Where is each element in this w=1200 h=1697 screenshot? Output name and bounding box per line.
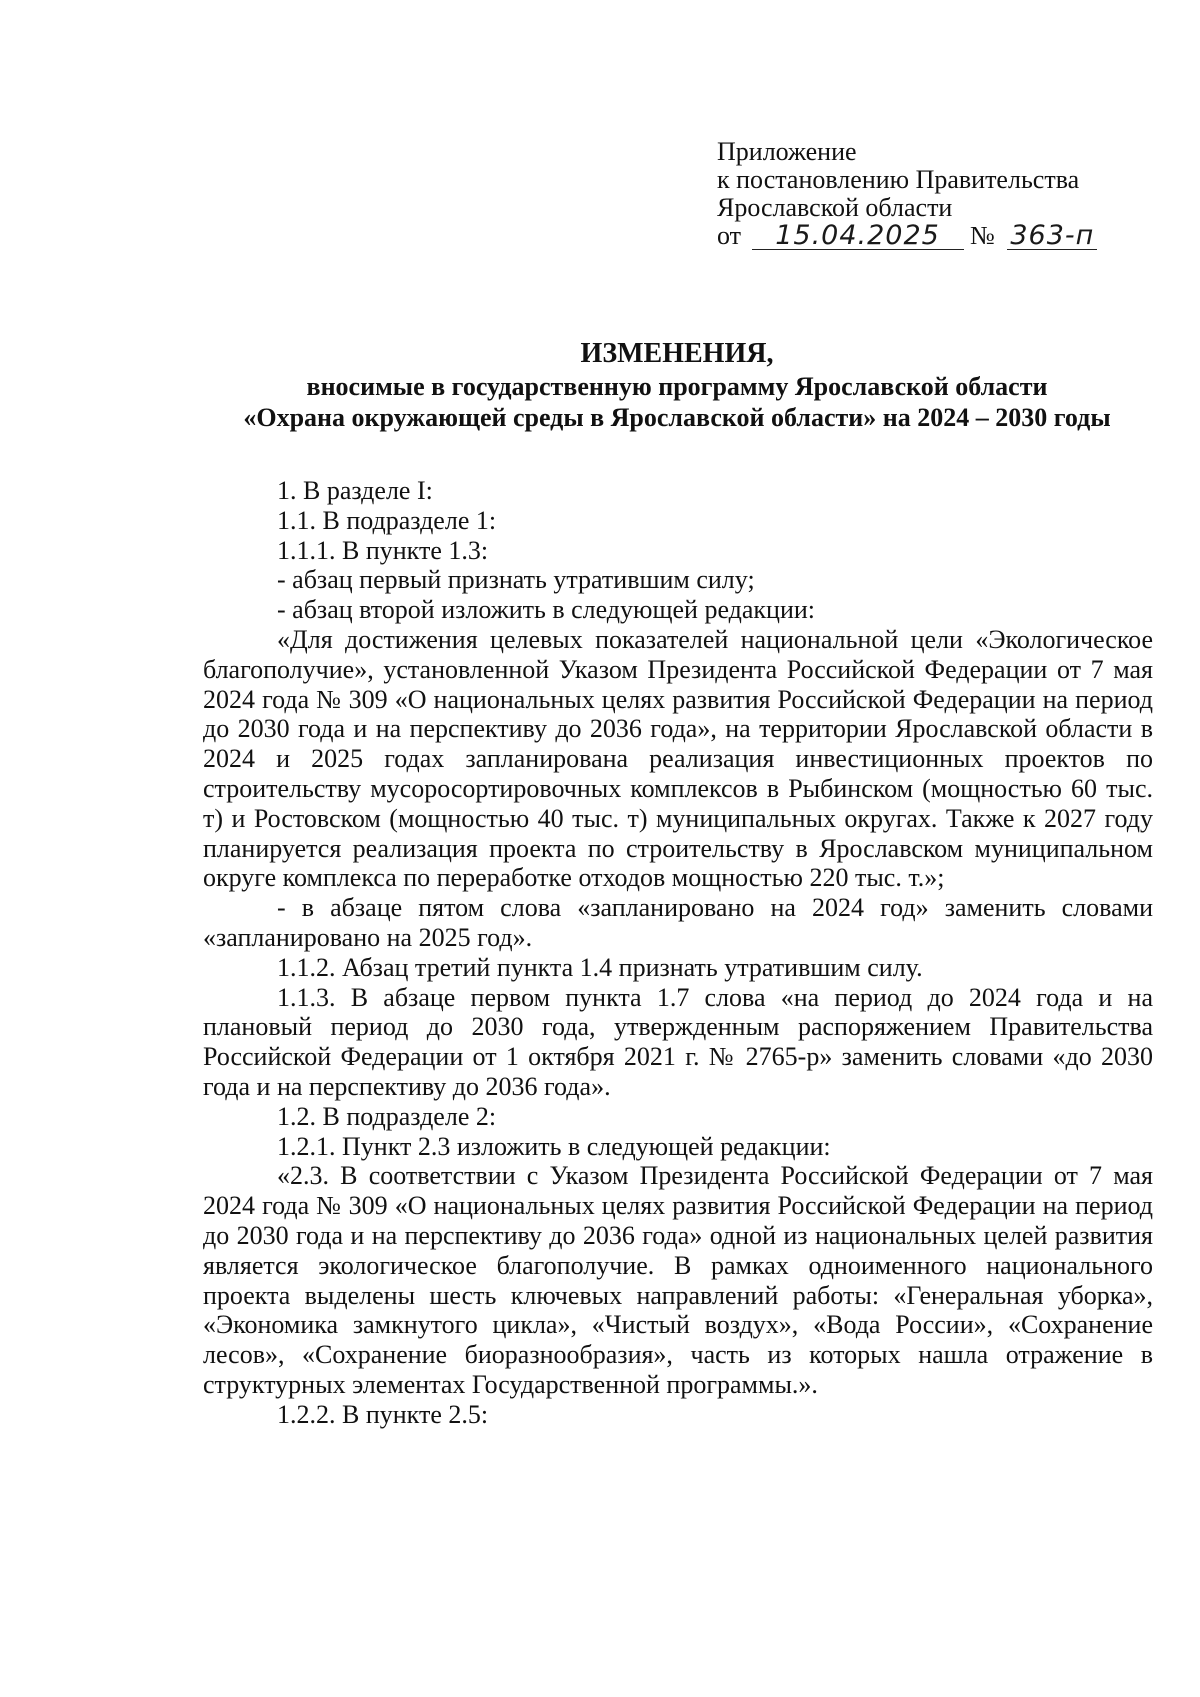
- title-main: ИЗМЕНЕНИЯ,: [580, 338, 774, 369]
- paragraph-item-1-1-2: 1.1.2. Абзац третий пункта 1.4 признать утратившим силу.: [277, 952, 923, 982]
- paragraph-list-item: - в абзаце пятом слова «запланировано на 2024 год» заменить словами «запланировано на 2025 год».: [203, 893, 1153, 952]
- paragraph-list-item: - абзац второй изложить в следующей редакции:: [277, 595, 816, 625]
- title-subtitle-line-1: вносимые в государственную программу Ярославской области: [306, 372, 1048, 401]
- appendix-header: [717, 138, 1117, 250]
- date-prefix: от: [717, 221, 742, 250]
- title-subtitle-line-2: «Охрана окружающей среды в Ярославской области» на 2024 – 2030 годы: [243, 403, 1111, 432]
- paragraph-quoted-text: «2.3. В соответствии с Указом Президента Российской Федерации от 7 мая 2024 года № 309 «О национальных целях развития Российской Федерации на период до 2030 года и на перспективу до 2036 года» одной из национальных целей развития является экологическое благополучие. В рамках одноименного национального проекта выделены шесть ключевых направлений работы: «Генеральная уборка», «Экономика замкнутого цикла», «Чистый воздух», «Вода России», «Сохранение лесов», «Сохранение биоразнообразия», часть из которых нашла отражение в структурных элементах Государственной программы.».: [203, 1161, 1153, 1399]
- document-title: [198, 337, 1156, 433]
- paragraph-item-1-2-1: 1.2.1. Пункт 2.3 изложить в следующей редакции:: [277, 1131, 831, 1161]
- paragraph-quoted-text: «Для достижения целевых показателей национальной цели «Экологическое благополучие», установленной Указом Президента Российской Федерации от 7 мая 2024 года № 309 «О национальных целях развития Российской Федерации на период до 2030 года и на перспективу до 2036 года», на территории Ярославской области в 2024 и 2025 годах запланирована реализация инвестиционных проектов по строительству мусоросортировочных комплексов в Рыбинском (мощностью 60 тыс. т) и Ростовском (мощностью 40 тыс. т) муниципальных округах. Также к 2027 году планируется реализация проекта по строительству в Ярославском муниципальном округе комплекса по переработке отходов мощностью 220 тыс. т.»;: [203, 624, 1153, 893]
- paragraph-subsection-1-2: 1.2. В подразделе 2:: [277, 1101, 497, 1131]
- appendix-region: Ярославской области: [717, 193, 953, 222]
- appendix-label: Приложение: [717, 137, 857, 166]
- paragraph-item-1-2-2: 1.2.2. В пункте 2.5:: [277, 1399, 489, 1429]
- number-prefix: №: [970, 221, 995, 250]
- appendix-resolution-ref: к постановлению Правительства: [717, 165, 1080, 194]
- appendix-date-number-line: [717, 222, 1117, 250]
- paragraph-section-1: 1. В разделе I:: [277, 476, 433, 505]
- paragraph-list-item: - абзац первый признать утратившим силу;: [277, 565, 755, 595]
- handwritten-date: 15.04.2025: [752, 223, 964, 250]
- paragraph-item-1-1-3: 1.1.3. В абзаце первом пункта 1.7 слова «на период до 2024 года и на плановый период до 2030 года, утвержденным распоряжением Правительства Российской Федерации от 1 октября 2021 г. № 2765-р» заменить словами «до 2030 года и на перспективу до 2036 года».: [203, 982, 1153, 1101]
- handwritten-number: 363-п: [1007, 223, 1097, 250]
- paragraph-subsection-1-1: 1.1. В подразделе 1:: [277, 505, 497, 535]
- document-body: [203, 476, 1153, 1430]
- paragraph-item-1-1-1: 1.1.1. В пункте 1.3:: [277, 535, 489, 565]
